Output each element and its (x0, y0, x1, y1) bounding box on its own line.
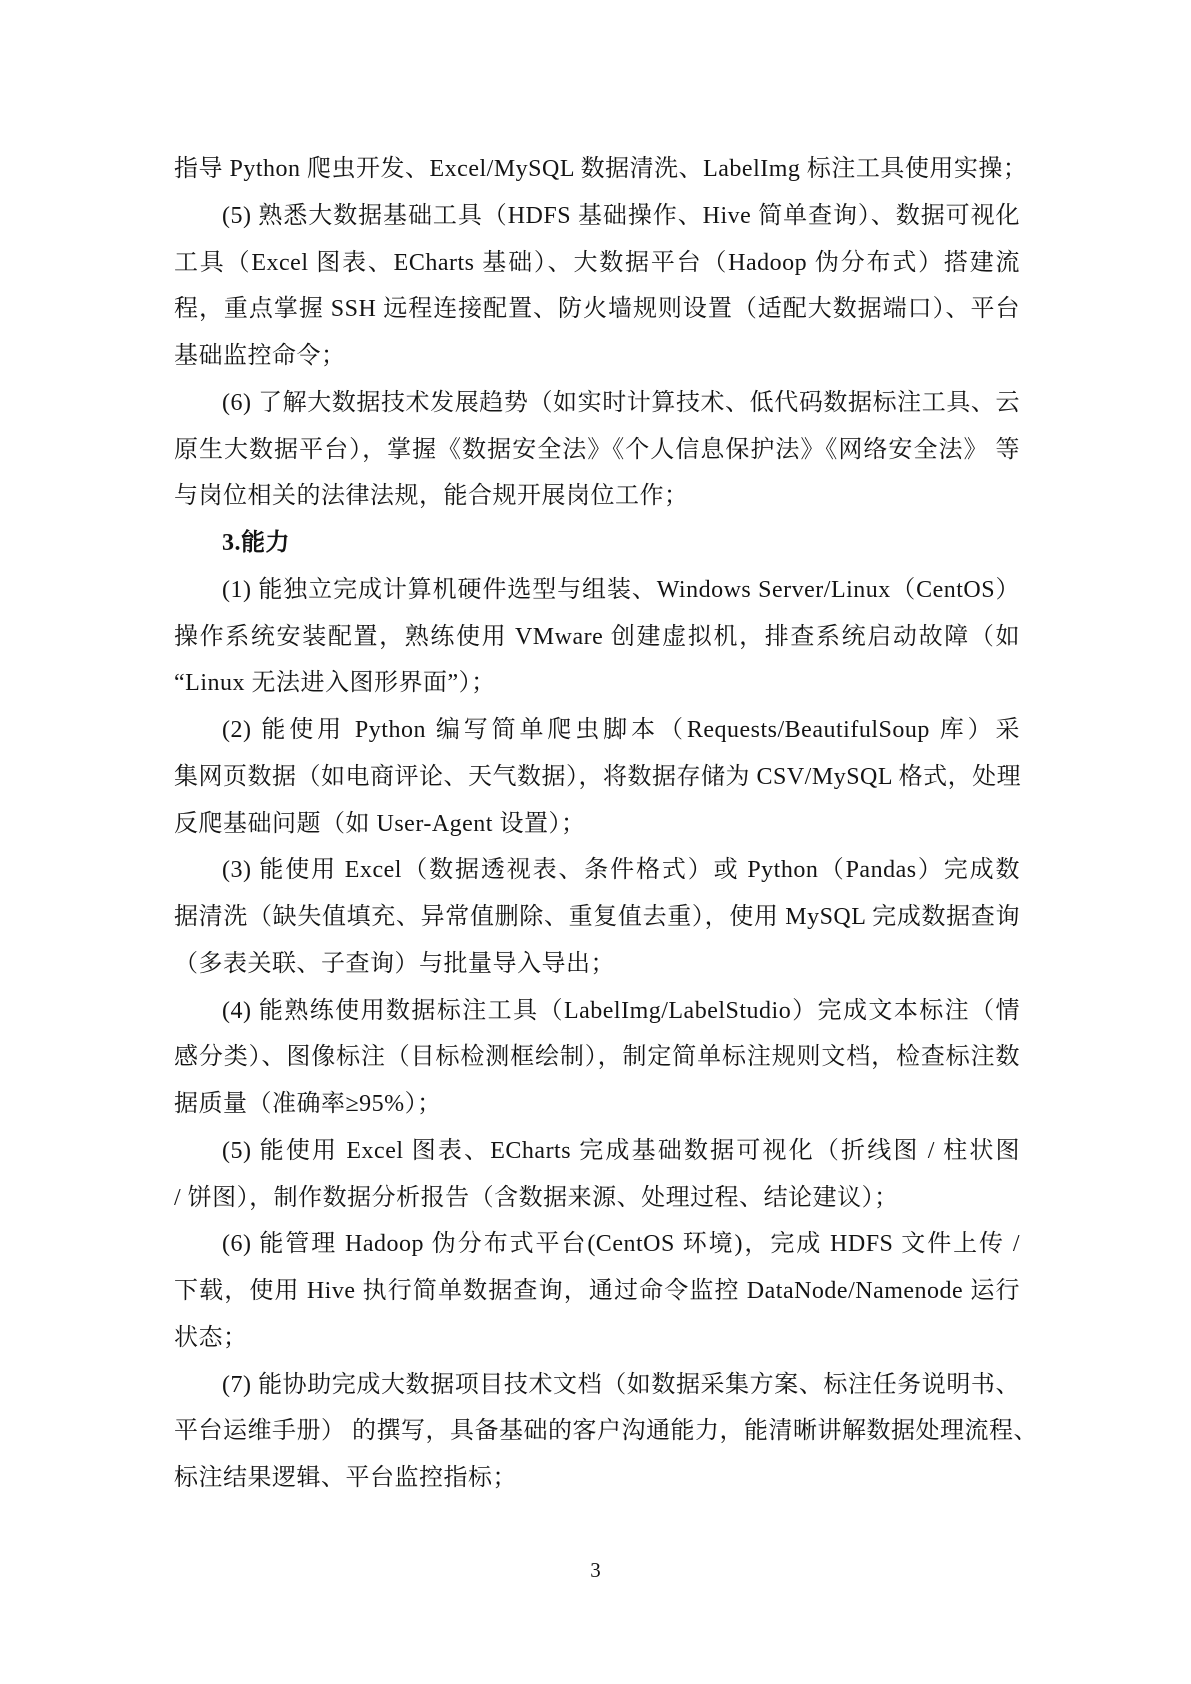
text-line: 基础监控命令； (174, 343, 346, 369)
text-line: 与岗位相关的法律法规，能合规开展岗位工作； (174, 483, 689, 510)
text-line: 操作系统安装配置，熟练使用 VMware 创建虚拟机，排查系统启动故障（如 (174, 623, 1020, 650)
text-line: 集网页数据（如电商评论、天气数据），将数据存储为 CSV/MySQL 格式，处理 (174, 763, 1022, 790)
text-line: (3) 能使用 Excel（数据透视表、条件格式）或 Python（Pandas）完成数 (222, 857, 1020, 884)
text-line: (6) 了解大数据技术发展趋势（如实时计算技术、低代码数据标注工具、云 (222, 389, 1020, 416)
text-line: (6) 能管理 Hadoop 伪分布式平台(CentOS 环境)，完成 HDFS 文件上传 / (222, 1231, 1020, 1258)
text-line: 指导 Python 爬虫开发、Excel/MySQL 数据清洗、LabelImg 标注工具使用实操； (174, 156, 1028, 182)
text-line: 据清洗（缺失值填充、异常值删除、重复值去重），使用 MySQL 完成数据查询 (174, 904, 1020, 930)
text-line: (4) 能熟练使用数据标注工具（LabelImg/LabelStudio）完成文本标注（情 (222, 997, 1020, 1024)
text-line: 反爬基础问题（如 User-Agent 设置）； (174, 810, 586, 837)
text-line: 下载，使用 Hive 执行简单数据查询，通过命令监控 DataNode/Namenode 运行 (174, 1278, 1020, 1304)
text-line: 原生大数据平台），掌握《数据安全法》《个人信息保护法》《网络安全法》 等 (174, 436, 1020, 463)
text-line: / 饼图），制作数据分析报告（含数据来源、处理过程、结论建议）； (174, 1184, 899, 1211)
document-body (174, 146, 1038, 1502)
text-line: 程，重点掌握 SSH 远程连接配置、防火墙规则设置（适配大数据端口）、平台 (174, 296, 1020, 323)
text-line: 工具（Excel 图表、ECharts 基础）、大数据平台（Hadoop 伪分布式）搭建流 (174, 249, 1020, 276)
text-line: (1) 能独立完成计算机硬件选型与组装、Windows Server/Linux（CentOS） (222, 576, 1020, 603)
text-line: 据质量（准确率≥95%）； (174, 1091, 442, 1117)
text-line: （多表关联、子查询）与批量导入导出； (174, 950, 615, 977)
text-line: 平台运维手册） 的撰写，具备基础的客户沟通能力，能清晰讲解数据处理流程、 (174, 1418, 1038, 1445)
text-line: 感分类）、图像标注（目标检测框绘制），制定简单标注规则文档，检查标注数 (174, 1044, 1020, 1071)
text-line: (7) 能协助完成大数据项目技术文档（如数据采集方案、标注任务说明书、 (222, 1371, 1020, 1398)
page-number: 3 (590, 1558, 601, 1582)
text-line: 标注结果逻辑、平台监控指标； (174, 1465, 517, 1491)
section-heading: 3.能力 (222, 530, 290, 556)
text-line: (5) 熟悉大数据基础工具（HDFS 基础操作、Hive 简单查询）、数据可视化 (222, 202, 1020, 229)
text-line: (5) 能使用 Excel 图表、ECharts 完成基础数据可视化（折线图 / 柱状图 (222, 1137, 1020, 1164)
text-line: 状态； (174, 1324, 248, 1351)
text-line: (2) 能使用 Python 编写简单爬虫脚本（Requests/BeautifulSoup 库）采 (222, 717, 1020, 743)
text-line: “Linux 无法进入图形界面”）； (174, 670, 496, 697)
